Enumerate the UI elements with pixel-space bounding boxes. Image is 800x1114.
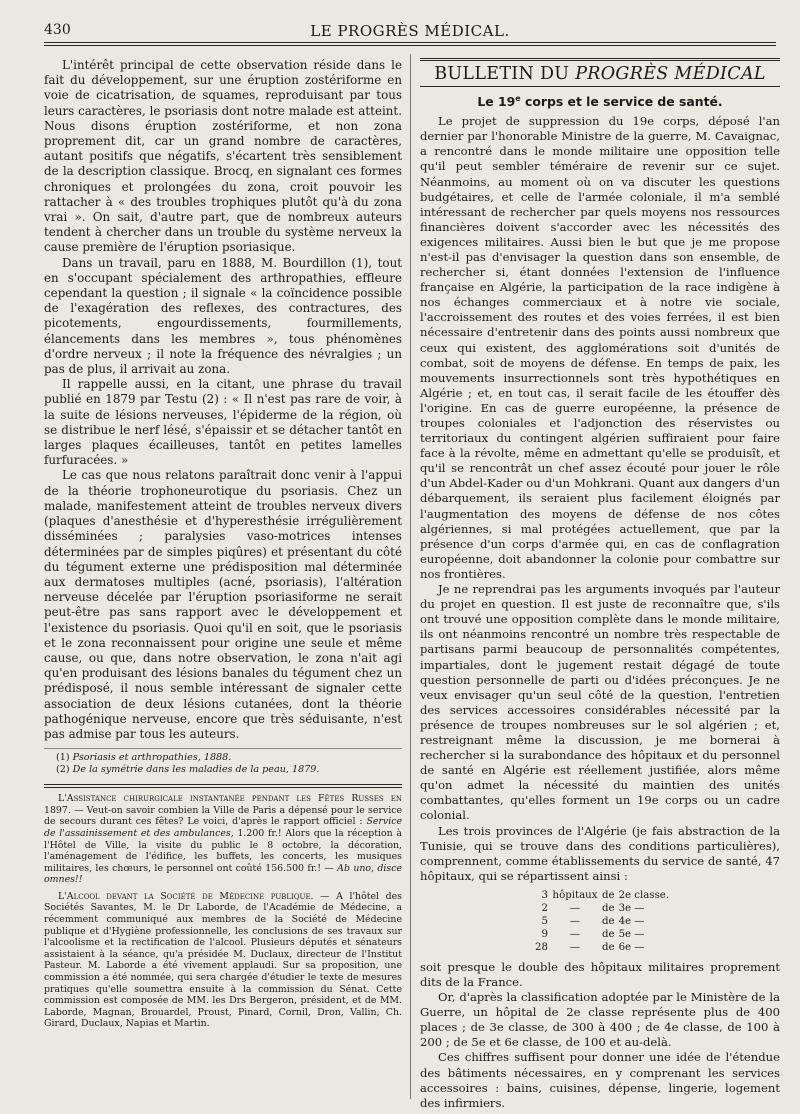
footnotes — [44, 748, 402, 776]
table-row — [528, 928, 673, 941]
hospital-label: hôpitaux — [552, 889, 598, 901]
hospital-label: — — [569, 902, 581, 914]
bulletin-title-italic: PROGRÈS MÉDICAL — [575, 64, 766, 84]
hospital-class: 5e — — [618, 928, 645, 940]
article-paragraph: Or, d'après la classification adoptée par le Ministère de la Guerre, un hôpital de 2e classe représente plus de 400 places ; de 3e classe, de 300 à 400 ; de 4e classe, de 100 à 200 ; de 5e et 6e classe, de 100 et au-delà. — [420, 990, 780, 1050]
left-column — [44, 58, 402, 1030]
hospital-table — [528, 889, 673, 954]
table-row — [528, 889, 673, 902]
hospital-de: de — [602, 889, 615, 901]
footnote-number: (1) — [56, 752, 70, 764]
hospital-count: 3 — [541, 889, 548, 901]
news-heading: L'Assistance chirurgicale instantanée pendant les Fêtes Russes en 1897. — [44, 793, 402, 816]
hospital-class: 2e classe. — [618, 889, 670, 901]
section-title-sup: e — [515, 94, 521, 103]
news-heading: L'Alcool devant la Société de Médecine publique. — [58, 890, 314, 902]
news-tail: 1.200 fr.! Alors que la réception à l'Hôtel de Ville, la visite du public le 8 octobre, la décoration, l'aménagement de l'édifice, les buffets, les concerts, les musiques militaires, les chœurs, le personnel ont coûté 156.500 fr.! — — [44, 827, 402, 874]
news-item — [44, 793, 402, 886]
page-number: 430 — [44, 22, 71, 38]
news-item — [44, 891, 402, 1030]
section-title-pre: Le 19 — [477, 94, 516, 110]
hospital-class: 4e — — [618, 915, 645, 927]
article-paragraph: Je ne reprendrai pas les arguments invoqués par l'auteur du projet en question. Il est juste de reconnaître que, s'ils ont trouvé une opposition complète dans le monde militaire, ils ont néanmoins rencontré un nombre très respectable de partisans parmi beaucoup de personnalités compétentes, impartiales, dont le jugement restait dégagé de toute question personnelle de parti ou d'idées préconçues. Je ne veux envisager qu'un seul côté de la question, l'entretien des services accessoires considérables nécessité par la présence de troupes nombreuses sur le sol algérien ; et, restreignant même la discussion, je me bornerai à rechercher si la surabondance des hôpitaux et du personnel de santé en Algérie est réellement justifiée, alors même qu'on admet la nécessité du maintien des unités combattantes, qu'elles forment un 19e corps ou un cadre colonial. — [420, 582, 780, 823]
header-rule — [44, 42, 776, 43]
hospital-class: 6e — — [618, 941, 645, 953]
news-italic: Service de l'assainissement et des ambulances, — [44, 816, 402, 839]
hospital-label: — — [569, 928, 581, 940]
article-paragraph: Il rappelle aussi, en la citant, une phrase du travail publié en 1879 par Testu (2) : « Il n'est pas rare de voir, à la suite de lésions nerveuses, l'épiderme de la région, où se distribue le nerf lésé, s'épaissir et se détacher tantôt en larges plaques écailleuses, tantôt en petites lamelles furfuracées. » — [44, 377, 402, 468]
hospital-label: — — [569, 915, 581, 927]
table-row — [528, 915, 673, 928]
hospital-de: de — [602, 902, 615, 914]
article-paragraph: Le projet de suppression du 19e corps, déposé l'an dernier par l'honorable Ministre de la guerre, M. Cavaignac, a rencontré dans le monde militaire une opposition telle qu'il peut sembler téméraire de revenir sur ce sujet. Néanmoins, au moment où on va discuter les questions budgétaires, et celle de l'armée coloniale, il m'a semblé intéressant de rechercher par quels moyens nos ressources financières doivent s'accorder avec les nécessités des exigences militaires. Aussi bien le but que je me propose n'est-il pas d'envisager la question dans son ensemble, de rechercher si, étant données l'extension de l'influence française en Algérie, la participation de la race indigène à nos échanges commerciaux et à notre vie sociale, l'accroissement des routes et des voies ferrées, il est bien nécessaire d'entretenir dans des points aussi nombreux que ceux qui existent, des agglomérations soit d'unités de combat, soit de moyens de défense. En temps de paix, les mouvements insurrectionnels sont très hypothétiques en Algérie ; et, en tout cas, il serait facile de les étouffer dès l'origine. En cas de guerre européenne, la présence de troupes coloniales et l'adjonction des réservistes ou territoriaux du contingent algérien suffiraient pour faire face à la révolte, même en admettant qu'elle se produisît, et qu'il se rencontrât un chef assez écouté pour jouer le rôle d'un Abdel-Kader ou d'un Mohkrani. Quant aux dangers d'un débarquement, ils seraient plus facilement éloignés par l'augmentation des moyens de défense de nos côtes algériennes, si mal protégées actuellement, que par la présence d'un corps d'armée qui, en cas de conflagration européenne, doit abandonner la colonie pour combattre sur nos frontières. — [420, 114, 780, 581]
article-paragraph: soit presque le double des hôpitaux militaires proprement dits de la France. — [420, 959, 780, 989]
hospital-count: 9 — [541, 928, 548, 940]
article-paragraph: Le cas que nous relatons paraîtrait donc venir à l'appui de la théorie trophoneurotique du psoriasis. Chez un malade, manifestement atteint de troubles nerveux divers (plaques d'anesthésie et d'hyperesthésie irrégulièrement disséminées ; paralysies vaso-motrices intenses déterminées par de simples piqûres) et présentant du côté du tégument externe une prédisposition mal déterminée aux dermatoses multiples (acné, psoriasis), l'altération nerveuse décelée par l'éruption psoriasiforme ne serait peut-être pas sans rapport avec le développement et l'existence du psoriasis. Quoi qu'il en soit, que le psoriasis et le zona reconnaissent pour origine une seule et même cause, ou que, dans notre observation, le zona n'ait agi qu'en produisant des lésions banales du tégument chez un prédisposé, il nous semble intéressant de signaler cette association de deux lésions cutanées, dont la théorie pathogénique nerveuse, encore que très séduisante, n'est pas admise par tous les auteurs. — [44, 468, 402, 741]
column-divider — [410, 54, 411, 1099]
news-closing: Ab uno, disce omnes!! — [44, 862, 402, 886]
footnote — [44, 752, 402, 764]
footnote-number: (2) — [56, 764, 70, 776]
table-row — [528, 941, 673, 954]
table-row — [528, 902, 673, 915]
hospital-de: de — [602, 928, 615, 940]
hospital-de: de — [602, 915, 615, 927]
hospital-count: 5 — [541, 915, 548, 927]
section-title — [420, 94, 780, 109]
article-paragraph: Les trois provinces de l'Algérie (je fais abstraction de la Tunisie, qui se trouve dans des conditions particulières), comprennent, comme établissements du service de santé, 47 hôpitaux, qui se répartissent ainsi : — [420, 823, 780, 883]
section-rule — [44, 784, 402, 788]
hospital-count: 28 — [535, 941, 548, 953]
article-paragraph: Ces chiffres suffisent pour donner une idée de l'étendue des bâtiments nécessaires, en y comprenant les services accessoires : bains, cuisines, dépense, lingerie, logement des infirmiers. — [420, 1050, 780, 1110]
news-body: — A l'hôtel des Sociétés Savantes, M. le Dr Laborde, de l'Académie de Médecine, a récemment communiqué aux membres de la Société de Médecine publique et d'Hygiène professionnelle, les conclusions de ses travaux sur l'alcoolisme et la rectification de l'alcool. Plusieurs députés et sénateurs assistaient à la séance, qu'a présidée M. Duclaux, directeur de l'Institut Pasteur. M. Laborde a été vivement applaudi. Sur sa proposition, une commission a été nommée, qui sera chargée d'étudier le texte de mesures pratiques qu'elle soumettra ensuite à la commission du Sénat. Cette commission est composée de MM. les Drs Bergeron, président, et de MM. Laborde, Magnan, Brouardel, Proust, Pinard, Cornil, Dron, Vallin, Ch. Girard, Duclaux, Napias et Martin. — [44, 890, 402, 1030]
article-paragraph: Dans un travail, paru en 1888, M. Bourdillon (1), tout en s'occupant spécialement des arthropathies, effleure cependant la question ; il signale « la coïncidence possible de l'exagération des reflexes, des contractures, des picotements, engourdissements, fourmillements, élancements dans les membres », tous phénomènes d'ordre nerveux ; il note la fréquence des névralgies ; un pas de plus, il arrivait au zona. — [44, 255, 402, 377]
bulletin-title-plain: BULLETIN DU — [434, 64, 570, 84]
hospital-de: de — [602, 941, 615, 953]
hospital-class: 3e — — [618, 902, 645, 914]
footnote-text: Psoriasis et arthropathies, 1888. — [72, 752, 232, 764]
journal-title: LE PROGRÈS MÉDICAL. — [310, 22, 510, 40]
hospital-label: — — [569, 941, 581, 953]
footnote — [44, 764, 402, 776]
footnote-text: De la symétrie dans les maladies de la peau, 1879. — [72, 764, 320, 776]
right-column — [420, 58, 780, 1111]
hospital-count: 2 — [541, 902, 548, 914]
header-rule — [44, 45, 776, 46]
page-header — [44, 22, 776, 42]
news-body: — Veut-on savoir combien la Ville de Paris a dépensé pour le service de secours durant ces fêtes? Le voici, d'après le rapport officiel : — [44, 804, 402, 828]
section-title-post: corps et le service de santé. — [525, 94, 723, 110]
article-paragraph: L'intérêt principal de cette observation réside dans le fait du développement, sur une éruption zostériforme en voie de cicatrisation, de squames, reproduisant par tous leurs caractères, le psoriasis dont notre malade est atteint. Nous disons éruption zostériforme, et non zona proprement dit, car un grand nombre de caractères, autant positifs que négatifs, s'écartent très sensiblement de la description classique. Brocq, en signalant ces formes chroniques et prolongées du zona, croit pouvoir les rattacher à « des troubles trophiques plutôt qu'à du zona vrai ». On sait, d'autre part, que de nombreux auteurs tendent à chercher dans un trouble du système nerveux la cause première de l'éruption psoriasique. — [44, 58, 402, 255]
bulletin-title — [420, 58, 780, 87]
